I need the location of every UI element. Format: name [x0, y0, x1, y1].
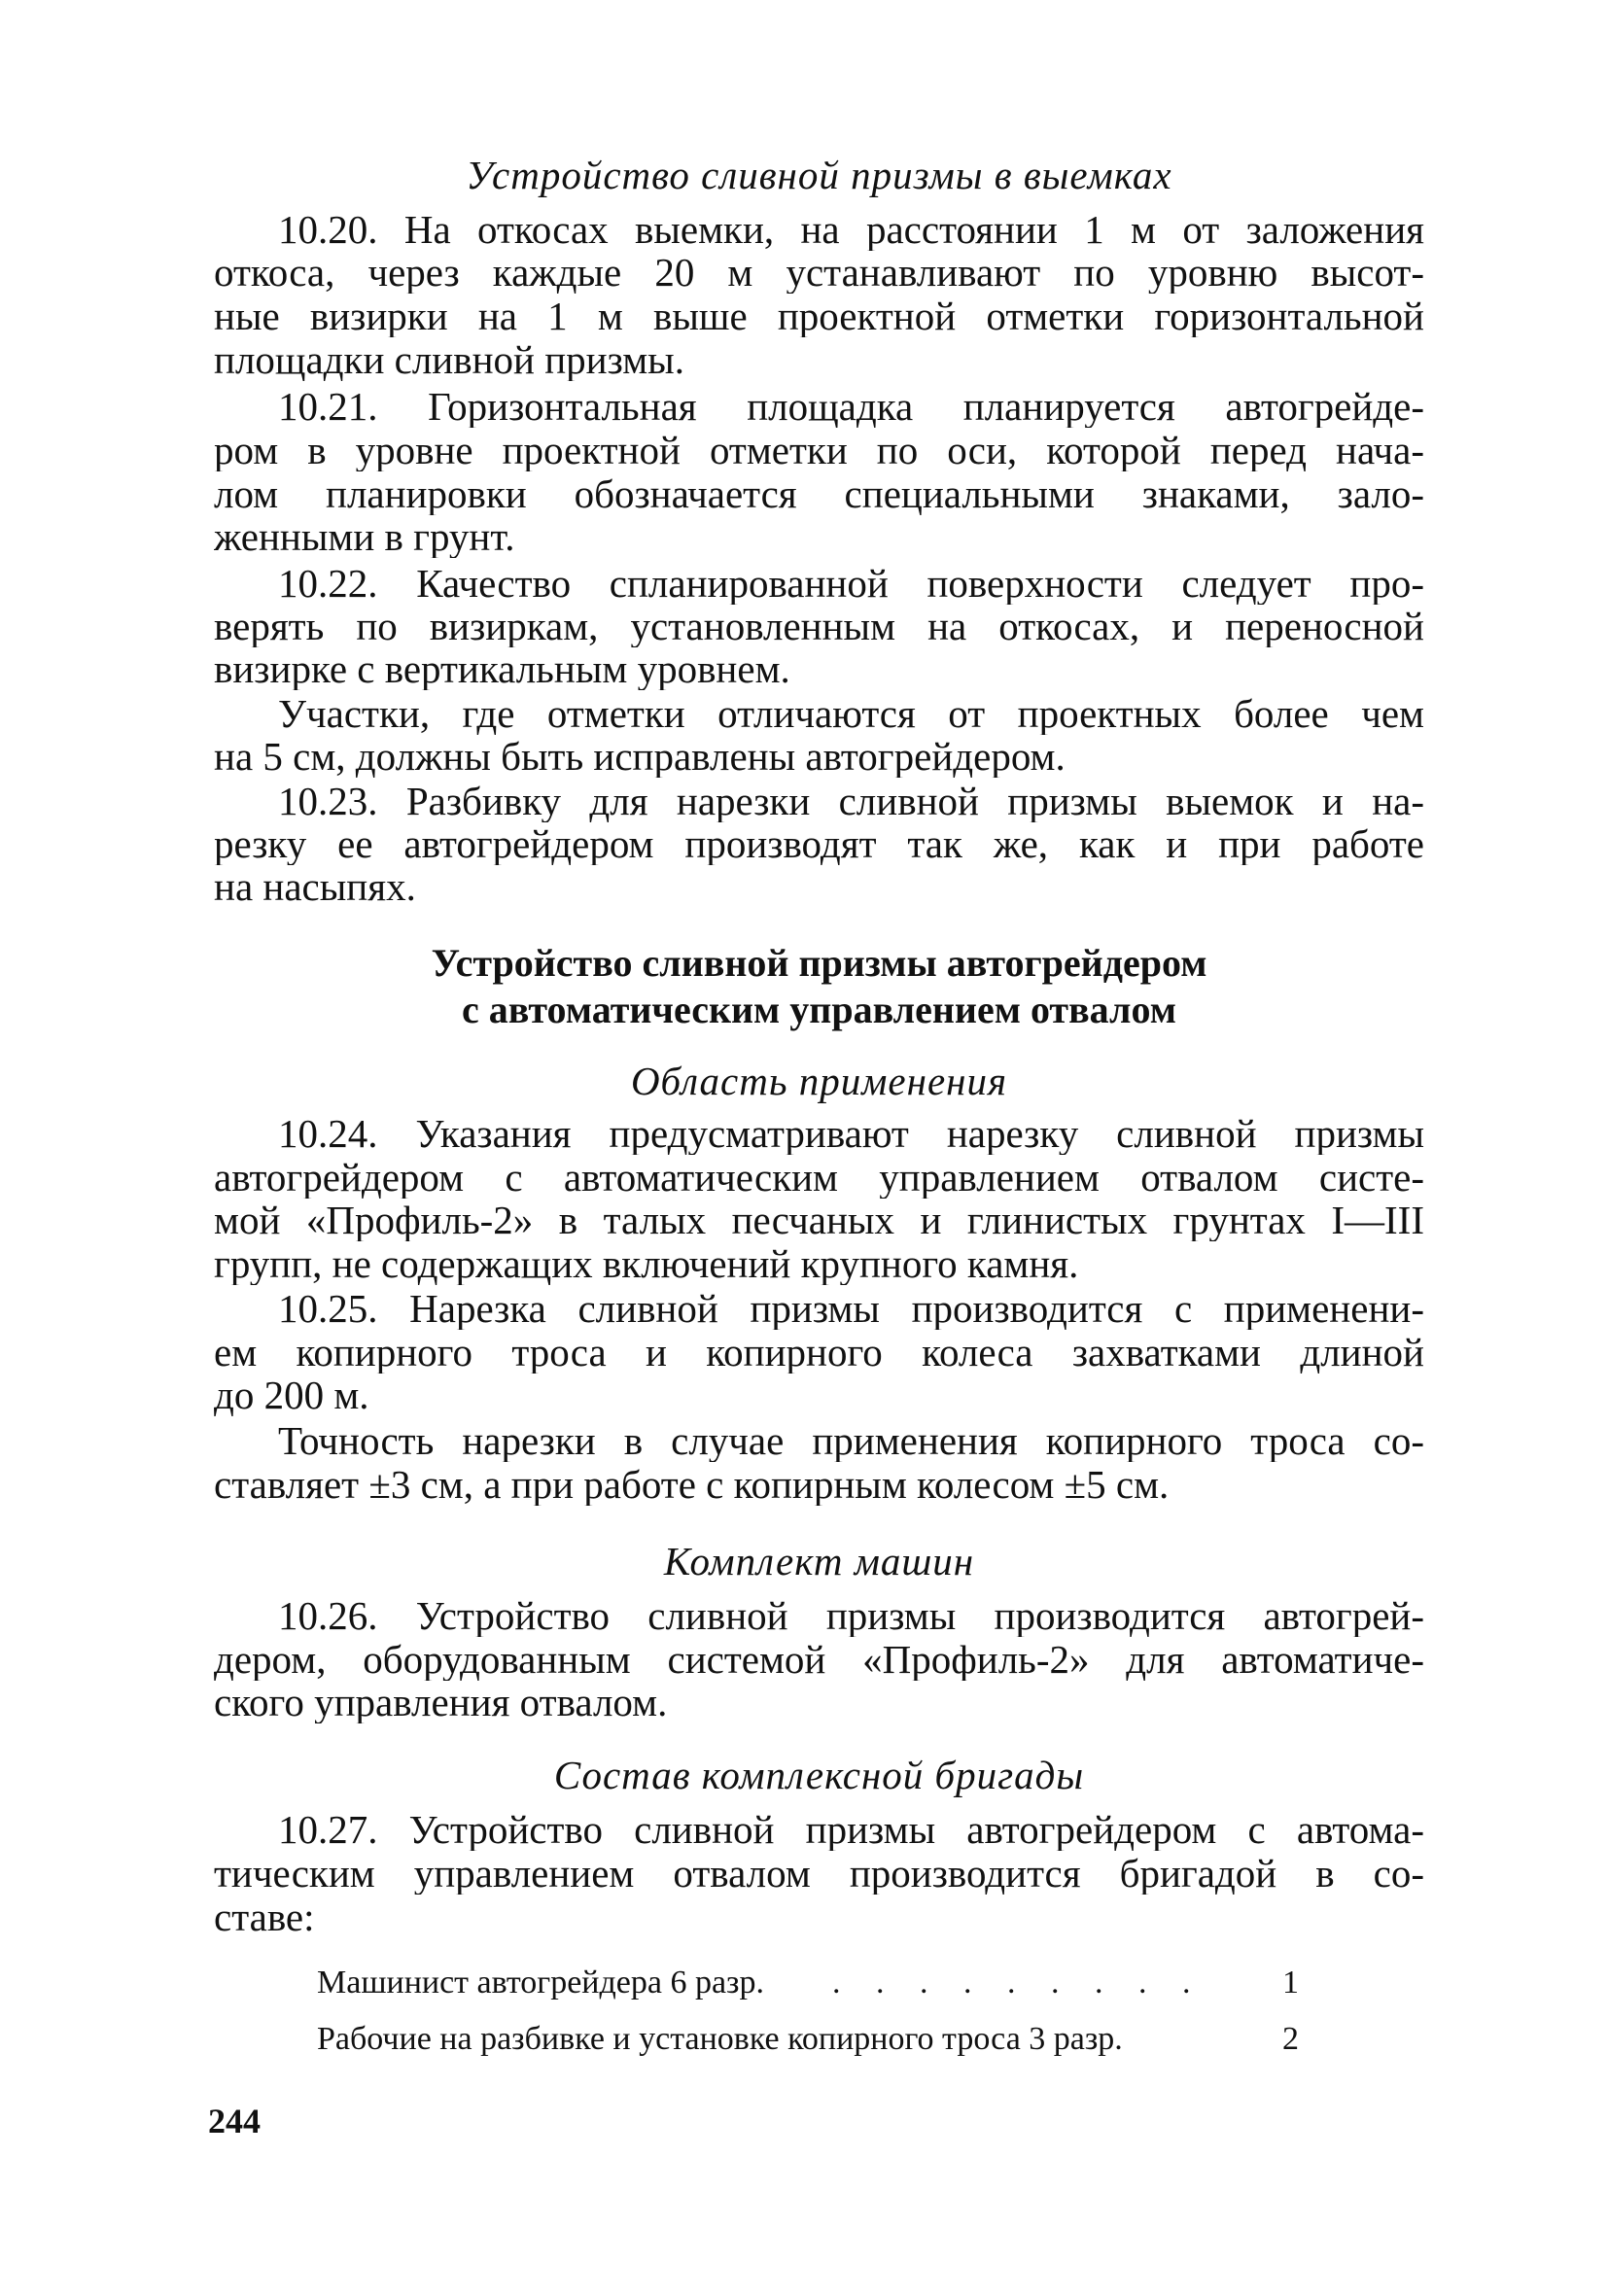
- text-line: площадки сливной призмы.: [214, 338, 684, 381]
- table-cell-role: Рабочие на разбивке и установке копирного троса 3 разр.: [317, 2021, 1123, 2057]
- text-line: ем копирного троса и копирного колеса захватками длиной: [214, 1331, 1424, 1374]
- table-cell-count: 1: [1282, 1965, 1299, 2000]
- text-line: групп, не содержащих включений крупного камня.: [214, 1242, 1079, 1285]
- text-line: автогрейдером с автоматическим управлением отвалом систе-: [214, 1156, 1424, 1199]
- text-line: резку ее автогрейдером производят так же, как и при работе: [214, 822, 1424, 865]
- text-line: 10.23. Разбивку для нарезки сливной призмы выемок и на-: [278, 780, 1424, 822]
- text-line: лом планировки обозначается специальными знаками, зало-: [214, 472, 1424, 515]
- text-line: визирке с вертикальным уровнем.: [214, 647, 790, 690]
- text-line: ром в уровне проектной отметки по оси, которой перед нача-: [214, 429, 1424, 471]
- text-line: Участки, где отметки отличаются от проектных более чем: [278, 692, 1424, 735]
- text-line: на 5 см, должны быть исправлены автогрейдером.: [214, 735, 1066, 778]
- section-heading-line-1: Устройство сливной призмы автогрейдером: [431, 941, 1207, 985]
- table-leader-dots: . . . . . . . . .: [832, 1965, 1205, 2000]
- subsection-title-machines: Комплект машин: [663, 1539, 975, 1583]
- text-line: ставе:: [214, 1896, 315, 1938]
- text-line: ные визирки на 1 м выше проектной отметки горизонтальной: [214, 295, 1424, 337]
- subsection-title-crew: Состав комплексной бригады: [553, 1753, 1085, 1797]
- text-line: на насыпях.: [214, 865, 416, 908]
- text-line: верять по визиркам, установленным на откосах, и переносной: [214, 605, 1424, 647]
- text-line: ского управления отвалом.: [214, 1681, 668, 1723]
- text-line: откоса, через каждые 20 м устанавливают по уровню высот-: [214, 251, 1424, 294]
- text-line: 10.25. Нарезка сливной призмы производится с применени-: [278, 1287, 1424, 1330]
- subsection-title-scope: Область применения: [630, 1059, 1008, 1103]
- text-line: 10.24. Указания предусматривают нарезку сливной призмы: [278, 1112, 1424, 1155]
- text-line: 10.26. Устройство сливной призмы производится автогрей-: [278, 1594, 1424, 1637]
- text-line: мой «Профиль-2» в талых песчаных и глинистых грунтах I—III: [214, 1199, 1424, 1241]
- text-line: женными в грунт.: [214, 515, 515, 558]
- table-cell-count: 2: [1282, 2021, 1299, 2057]
- text-line: тическим управлением отвалом производится бригадой в со-: [214, 1852, 1424, 1895]
- section-title-excavations: Устройство сливной призмы в выемках: [466, 153, 1172, 197]
- text-line: ставляет ±3 см, а при работе с копирным колесом ±5 см.: [214, 1463, 1170, 1506]
- text-line: до 200 м.: [214, 1374, 369, 1416]
- text-line: дером, оборудованным системой «Профиль-2» для автоматиче-: [214, 1638, 1424, 1681]
- text-line: Точность нарезки в случае применения копирного троса со-: [278, 1419, 1424, 1462]
- section-heading-line-2: с автоматическим управлением отвалом: [462, 988, 1176, 1031]
- text-line: 10.21. Горизонтальная площадка планируется автогрейде-: [278, 385, 1424, 428]
- text-line: 10.27. Устройство сливной призмы автогрейдером с автома-: [278, 1808, 1424, 1851]
- text-line: 10.20. На откосах выемки, на расстоянии 1 м от заложения: [278, 208, 1424, 251]
- text-line: 10.22. Качество спланированной поверхности следует про-: [278, 562, 1424, 605]
- table-cell-role: Машинист автогрейдера 6 разр.: [317, 1965, 764, 2000]
- page-number: 244: [208, 2102, 261, 2140]
